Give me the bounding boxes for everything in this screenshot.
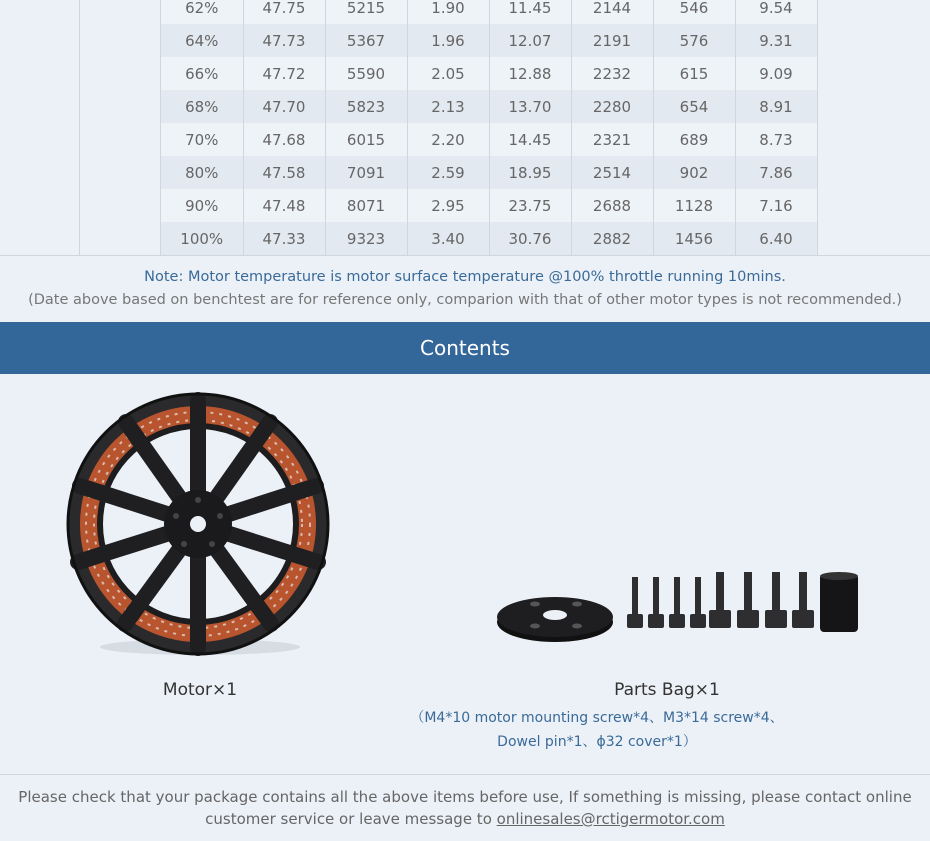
- email-link[interactable]: onlinesales@rctigermotor.com: [496, 810, 725, 828]
- performance-table-section: [0, 0, 930, 256]
- table-cell: 5823: [325, 90, 407, 123]
- table-cell: 2688: [571, 189, 653, 222]
- table-cell: 654: [653, 90, 735, 123]
- table-cell: 13.70: [489, 90, 571, 123]
- table-cell: 66%: [161, 57, 243, 90]
- table-cell: 2514: [571, 156, 653, 189]
- table-cell: 1128: [653, 189, 735, 222]
- table-cell: 902: [653, 156, 735, 189]
- table-divider: [0, 255, 930, 256]
- table-cell: 2191: [571, 24, 653, 57]
- table-cell: 8071: [325, 189, 407, 222]
- table-cell: 47.33: [243, 222, 325, 255]
- table-cell: 23.75: [489, 189, 571, 222]
- table-cell: 14.45: [489, 123, 571, 156]
- table-cell: 64%: [161, 24, 243, 57]
- parts-bag-icon: [490, 392, 880, 662]
- table-cell: 546: [653, 0, 735, 24]
- table-cell: 2232: [571, 57, 653, 90]
- table-cell: 7.86: [735, 156, 817, 189]
- motor-image: [60, 392, 340, 662]
- table-cell: 2.20: [407, 123, 489, 156]
- table-cell: 2321: [571, 123, 653, 156]
- table-row: [161, 123, 817, 156]
- parts-bag-image: [490, 392, 880, 662]
- table-cell: 9.54: [735, 0, 817, 24]
- contents-header: [0, 322, 930, 374]
- table-cell: 90%: [161, 189, 243, 222]
- table-cell: 47.73: [243, 24, 325, 57]
- table-cell: 2.05: [407, 57, 489, 90]
- temperature-note: Note: Motor temperature is motor surface temperature @100% throttle running 10mins.: [144, 269, 786, 285]
- table-cell: 18.95: [489, 156, 571, 189]
- table-cell: 1.90: [407, 0, 489, 24]
- table-cell: 2280: [571, 90, 653, 123]
- disclaimer-note: (Date above based on benchtest are for reference only, comparion with that of other motor types is not recommended.): [28, 292, 902, 308]
- parts-bag-description: [332, 706, 862, 754]
- table-cell: 6.40: [735, 222, 817, 255]
- table-cell: 5590: [325, 57, 407, 90]
- table-cell: 5367: [325, 24, 407, 57]
- table-cell: 68%: [161, 90, 243, 123]
- table-cell: 576: [653, 24, 735, 57]
- footer-divider: [0, 774, 930, 775]
- table-cell: 47.58: [243, 156, 325, 189]
- table-cell: 615: [653, 57, 735, 90]
- footer-line1: Please check that your package contains all the above items before use, If something is missing, please contact online: [18, 788, 912, 806]
- table-row: [161, 90, 817, 123]
- table-cell: 9.31: [735, 24, 817, 57]
- parts-desc-line2: Dowel pin*1、ϕ32 cover*1）: [497, 734, 697, 750]
- parts-desc-line1: （M4*10 motor mounting screw*4、M3*14 screw*4、: [410, 710, 784, 726]
- table-cell: 12.88: [489, 57, 571, 90]
- table-cell: 47.70: [243, 90, 325, 123]
- footer-notice: [0, 786, 930, 830]
- contents-title: Contents: [420, 336, 510, 360]
- table-row: [161, 156, 817, 189]
- performance-table: [161, 0, 818, 255]
- table-row: [161, 0, 817, 24]
- table-cell: 80%: [161, 156, 243, 189]
- notes-section: [0, 265, 930, 311]
- motor-label: Motor×1: [162, 680, 238, 700]
- table-cell: 47.68: [243, 123, 325, 156]
- table-cell: 9.09: [735, 57, 817, 90]
- table-cell: 70%: [161, 123, 243, 156]
- table-cell: 6015: [325, 123, 407, 156]
- table-cell: 1.96: [407, 24, 489, 57]
- table-cell: 1456: [653, 222, 735, 255]
- table-merged-column: [79, 0, 161, 256]
- table-cell: 9323: [325, 222, 407, 255]
- parts-bag-label: Parts Bag×1: [614, 680, 720, 700]
- table-cell: 7091: [325, 156, 407, 189]
- table-cell: 47.48: [243, 189, 325, 222]
- table-row: [161, 57, 817, 90]
- motor-icon: [60, 392, 340, 662]
- table-cell: 11.45: [489, 0, 571, 24]
- table-cell: 689: [653, 123, 735, 156]
- table-cell: 12.07: [489, 24, 571, 57]
- table-row: [161, 189, 817, 222]
- table-cell: 2144: [571, 0, 653, 24]
- table-cell: 100%: [161, 222, 243, 255]
- table-row: [161, 222, 817, 255]
- table-cell: 3.40: [407, 222, 489, 255]
- table-cell: 62%: [161, 0, 243, 24]
- table-cell: 8.91: [735, 90, 817, 123]
- table-cell: 8.73: [735, 123, 817, 156]
- table-cell: 47.72: [243, 57, 325, 90]
- table-cell: 5215: [325, 0, 407, 24]
- table-cell: 47.75: [243, 0, 325, 24]
- table-cell: 2882: [571, 222, 653, 255]
- table-cell: 7.16: [735, 189, 817, 222]
- table-cell: 2.13: [407, 90, 489, 123]
- table-cell: 2.95: [407, 189, 489, 222]
- table-cell: 30.76: [489, 222, 571, 255]
- table-cell: 2.59: [407, 156, 489, 189]
- table-row: [161, 24, 817, 57]
- footer-line2: [0, 808, 930, 830]
- footer-line2-prefix: customer service or leave message to: [205, 810, 497, 828]
